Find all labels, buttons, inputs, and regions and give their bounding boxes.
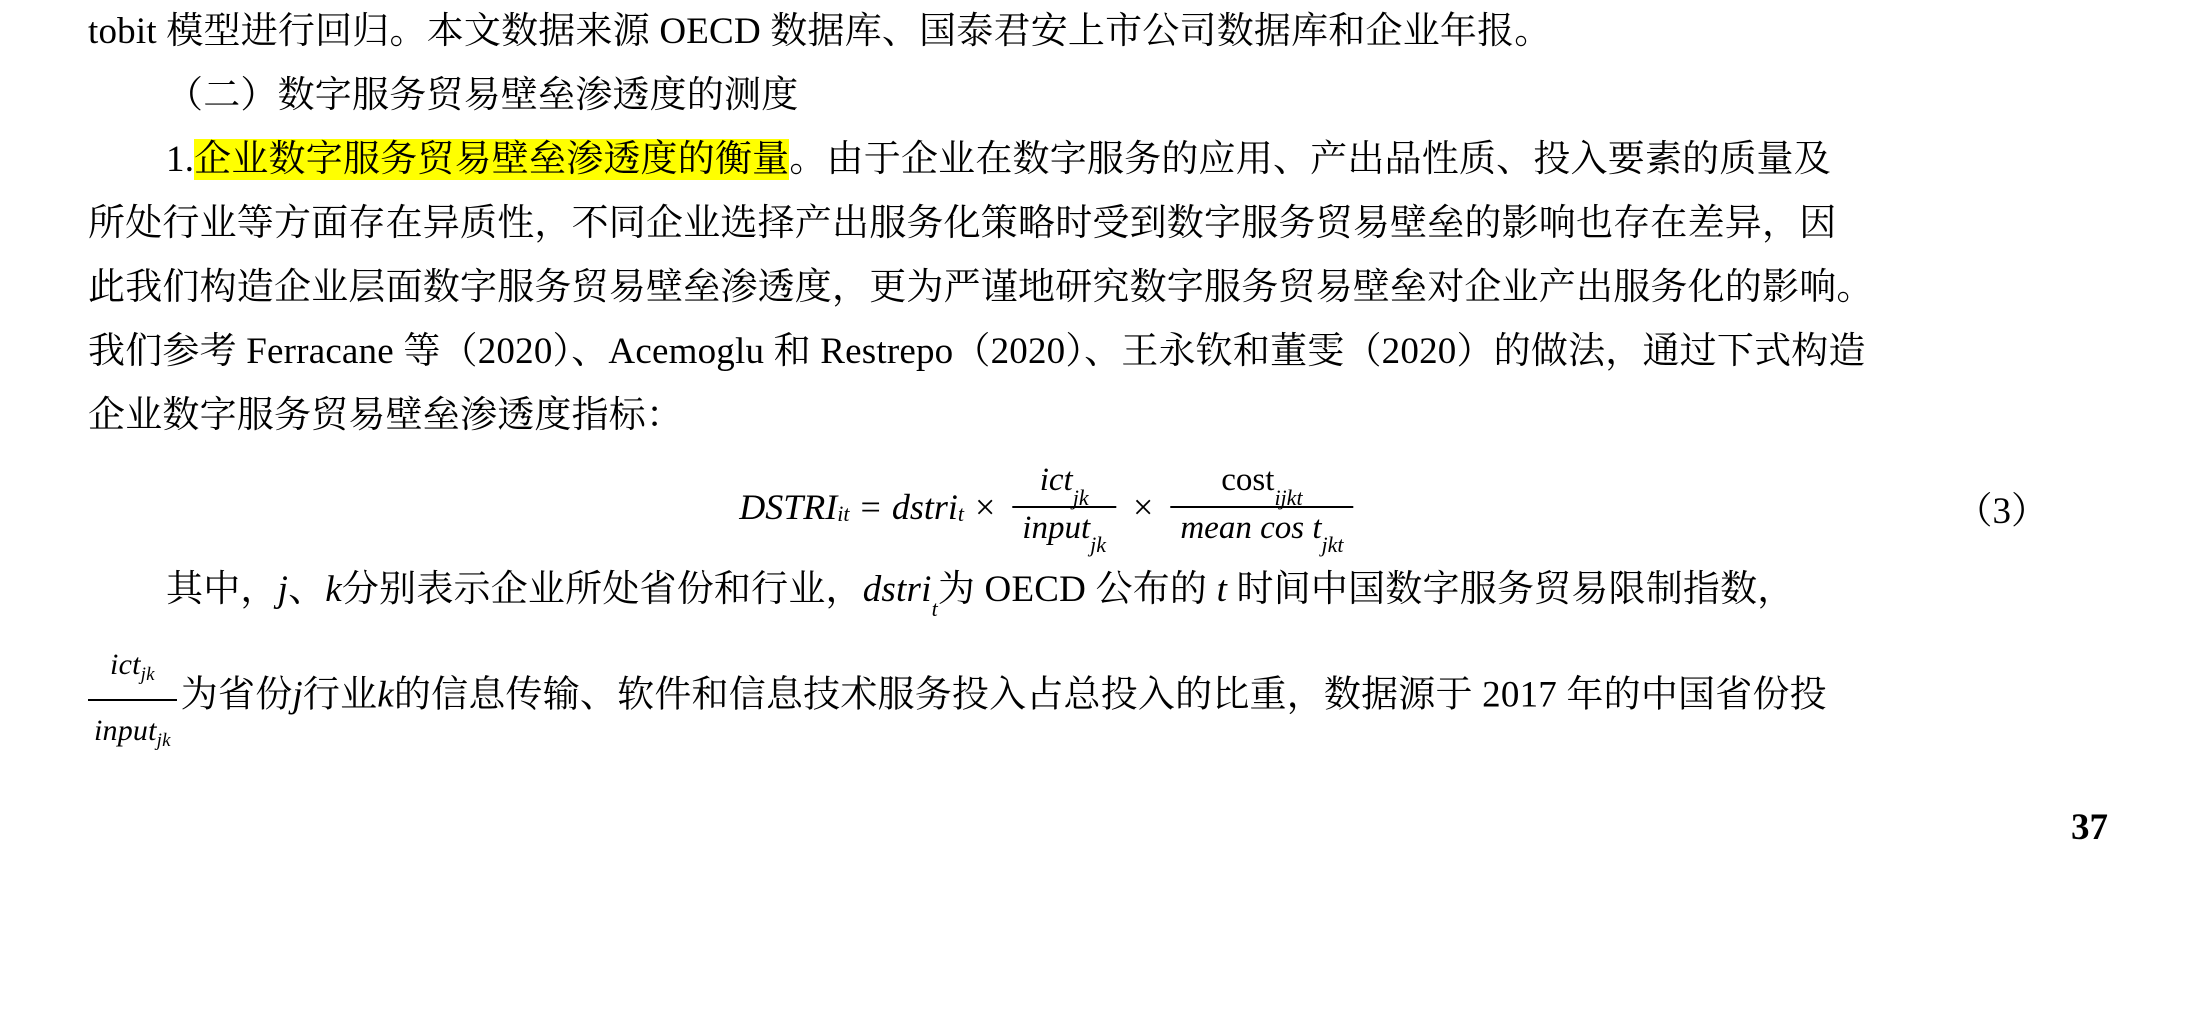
multiplication-sign-2: × bbox=[1133, 486, 1154, 527]
fraction-denominator-variable: mean cos t bbox=[1180, 509, 1322, 546]
variable-j: j bbox=[277, 569, 289, 610]
page-body-column bbox=[88, 0, 2048, 762]
fraction-numerator-variable: cost bbox=[1221, 462, 1275, 498]
display-equation-3 bbox=[88, 462, 2048, 558]
text-run: 、 bbox=[288, 569, 326, 610]
equation-content bbox=[739, 462, 1359, 558]
text-run: 为 OECD 公布的 bbox=[937, 569, 1217, 610]
text-line: 所处行业等方面存在异质性，不同企业选择产出服务化策略时受到数字服务贸易壁垒的影响也存在差异，因 bbox=[88, 203, 1837, 244]
equation-lhs-variable: DSTRI bbox=[739, 486, 838, 527]
variable-k: k bbox=[377, 674, 394, 716]
fraction-numerator-subscript: jk bbox=[1072, 484, 1089, 510]
page-number: 37 bbox=[2071, 807, 2108, 848]
text-line: 我们参考 Ferracane 等（2020）、Acemoglu 和 Restrepo（2020）、王永钦和董雯（2020）的做法，通过下式构造 bbox=[88, 331, 1866, 372]
fraction-numerator-subscript: jk bbox=[140, 664, 155, 686]
text-line: 企业数字服务贸易壁垒渗透度指标： bbox=[88, 395, 684, 436]
text-run: 。由于企业在数字服务的应用、产出品性质、投入要素的质量及 bbox=[789, 139, 1831, 180]
text-run: 行业 bbox=[302, 674, 378, 716]
paragraph-explanation bbox=[88, 558, 2048, 762]
equation-number: （3） bbox=[1955, 491, 2048, 532]
variable-t: t bbox=[1216, 569, 1228, 610]
fraction-numerator-variable: ict bbox=[110, 648, 141, 682]
text-line: 此我们构造企业层面数字服务贸易壁垒渗透度，更为严谨地研究数字服务贸易壁垒对企业产出服务化的影响。 bbox=[88, 267, 1874, 308]
text-run: 时间中国数字服务贸易限制指数， bbox=[1227, 569, 1795, 610]
fraction-cost-meancost bbox=[1170, 462, 1353, 558]
list-number: 1. bbox=[166, 139, 195, 180]
fraction-numerator-variable: ict bbox=[1039, 462, 1073, 498]
highlighted-phrase: 企业数字服务贸易壁垒渗透度的衡量 bbox=[194, 139, 790, 180]
variable-dstri-subscript: t bbox=[931, 596, 938, 622]
fraction-denominator-subscript: jk bbox=[156, 730, 171, 752]
fraction-denominator-subscript: jk bbox=[1090, 532, 1107, 558]
multiplication-sign-1: × bbox=[974, 486, 996, 527]
text-line: tobit 模型进行回归。本文数据来源 OECD 数据库、国泰君安上市公司数据库和企业年报。 bbox=[88, 11, 1552, 52]
fraction-denominator-variable: input bbox=[94, 714, 157, 748]
text-run: 为省份 bbox=[180, 674, 293, 716]
variable-k: k bbox=[325, 569, 342, 610]
variable-dstri: dstri bbox=[862, 569, 932, 610]
fraction-numerator-subscript: ijkt bbox=[1274, 484, 1303, 510]
text-run: 分别表示企业所处省份和行业， bbox=[341, 569, 863, 610]
text-run: 的信息传输、软件和信息技术服务投入占总投入的比重，数据源于 2017 年的中国省份投 bbox=[393, 674, 1827, 716]
equation-term1-subscript: t bbox=[957, 500, 964, 526]
inline-fraction-ict-input bbox=[88, 636, 177, 764]
paragraph-intro bbox=[88, 0, 2048, 64]
heading-text: （二）数字服务贸易壁垒渗透度的测度 bbox=[166, 75, 799, 116]
paragraph-measurement bbox=[88, 128, 2048, 448]
fraction-denominator-variable: input bbox=[1022, 509, 1091, 546]
equals-sign: = bbox=[860, 486, 881, 527]
equation-lhs-subscript: it bbox=[837, 500, 850, 526]
equation-term1-variable: dstri bbox=[891, 486, 958, 527]
fraction-denominator-subscript: jkt bbox=[1321, 532, 1344, 558]
section-heading bbox=[88, 64, 2048, 128]
fraction-ict-input bbox=[1012, 462, 1116, 558]
variable-j: j bbox=[292, 674, 303, 716]
text-run: 其中， bbox=[166, 569, 278, 610]
